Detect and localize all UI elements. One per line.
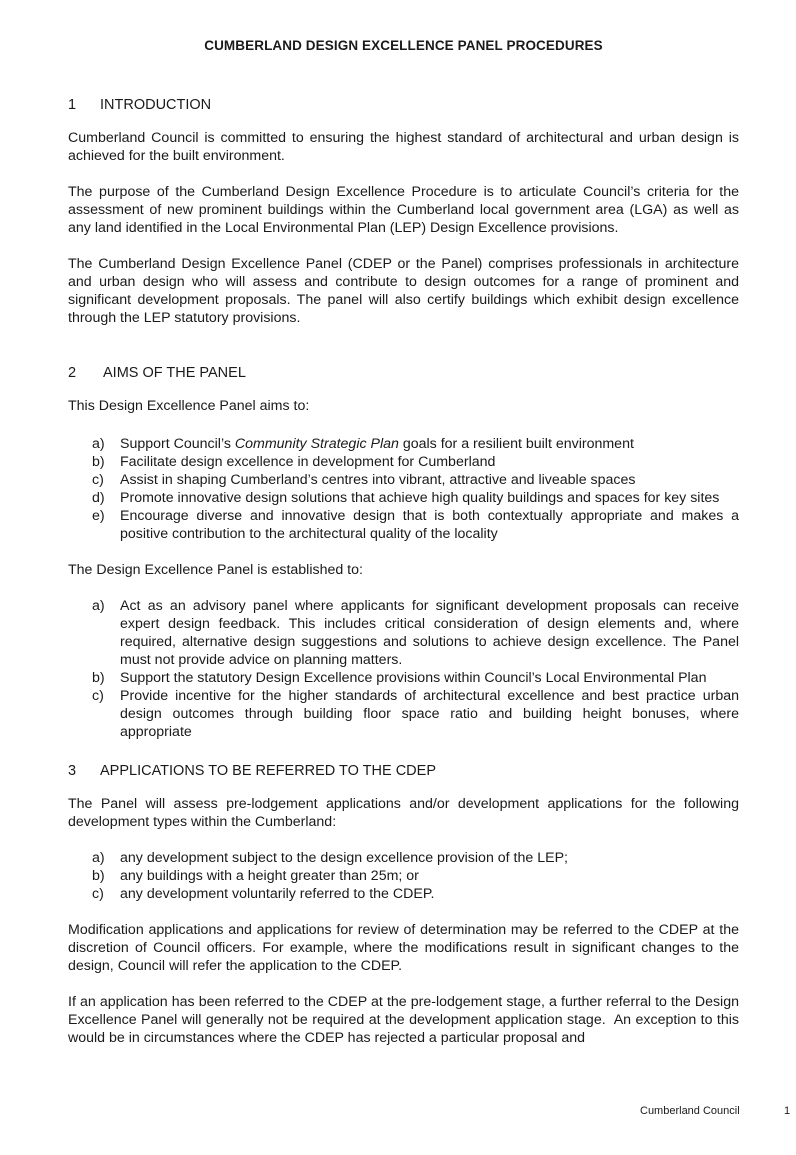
section-title: INTRODUCTION	[100, 97, 212, 113]
list-marker: a)	[92, 436, 105, 452]
list-item	[68, 669, 739, 687]
aims-list	[68, 435, 739, 543]
section-1-heading	[68, 97, 739, 113]
list-item	[68, 687, 739, 741]
list-item-text: Facilitate design excellence in development for Cumberland	[120, 454, 496, 470]
list-item-text: Promote innovative design solutions that achieve high quality buildings and spaces for key sites	[120, 490, 720, 506]
paragraph: The Design Excellence Panel is established to:	[68, 562, 363, 578]
section-title: AIMS OF THE PANEL	[103, 365, 246, 381]
section-number: 3	[68, 763, 77, 779]
list-item-text: Act as an advisory panel where applicants for significant development proposals can receive expert design feedback. This includes critical consideration of design elements and, where required, alternative design suggestions and solutions to achieve design excellence. The Panel must not provide advice on planning matters.	[120, 598, 739, 668]
list-marker: b)	[92, 454, 105, 470]
list-marker: d)	[92, 490, 105, 506]
page-number: 1	[784, 1105, 791, 1117]
section-number: 1	[68, 97, 77, 113]
list-item-text: any development subject to the design excellence provision of the LEP;	[120, 850, 568, 866]
paragraph: If an application has been referred to the CDEP at the pre-lodgement stage, a further referral to the Design Excellence Panel will generally not be required at the development application stage. An exception to this would be in circumstances where the CDEP has rejected a particular proposal and	[68, 994, 743, 1046]
section-title: APPLICATIONS TO BE REFERRED TO THE CDEP	[100, 763, 436, 779]
list-item-text: Support Council’s Community Strategic Plan goals for a resilient built environment	[120, 436, 634, 452]
list-item-text: Support the statutory Design Excellence provisions within Council’s Local Environmental Plan	[120, 670, 707, 686]
list-item	[68, 453, 739, 471]
paragraph: Cumberland Council is committed to ensuring the highest standard of architectural and urban design is achieved for the built environment.	[68, 130, 739, 164]
paragraph: The purpose of the Cumberland Design Excellence Procedure is to articulate Council’s criteria for the assessment of new prominent buildings within the Cumberland local government area (LGA) as well as any land identified in the Local Environmental Plan (LEP) Design Excellence provisions.	[68, 184, 739, 236]
document-page	[68, 38, 743, 1047]
paragraph: The Cumberland Design Excellence Panel (CDEP or the Panel) comprises professionals in architecture and urban design who will assess and contribute to design outcomes for a range of prominent and significant development proposals. The panel will also certify buildings which exhibit design excellence through the LEP statutory provisions.	[68, 256, 739, 326]
list-marker: b)	[92, 670, 105, 686]
list-item-text: Assist in shaping Cumberland’s centres into vibrant, attractive and liveable spaces	[120, 472, 636, 488]
list-item	[68, 489, 739, 507]
list-item-text: Encourage diverse and innovative design that is both contextually appropriate and makes a positive contribution to the architectural quality of the locality	[120, 508, 739, 542]
paragraph: The Panel will assess pre-lodgement applications and/or development applications for the following development types within the Cumberland:	[68, 796, 739, 830]
list-item-text: Provide incentive for the higher standards of architectural excellence and best practice urban design outcomes through building floor space ratio and building height bonuses, where appropriate	[120, 688, 739, 740]
list-item	[68, 597, 739, 669]
section-3-heading	[68, 763, 739, 779]
list-item-text: any buildings with a height greater than 25m; or	[120, 868, 419, 884]
list-item	[68, 435, 739, 453]
list-item	[68, 507, 739, 543]
list-item	[68, 471, 739, 489]
list-marker: e)	[92, 508, 105, 524]
paragraph: This Design Excellence Panel aims to:	[68, 398, 310, 414]
list-marker: c)	[92, 688, 104, 704]
list-marker: a)	[92, 850, 105, 866]
plan-title: Community Strategic Plan	[234, 436, 399, 452]
list-item	[68, 867, 739, 885]
list-marker: a)	[92, 598, 105, 614]
section-2-heading	[68, 365, 739, 381]
development-types-list	[68, 849, 739, 903]
list-marker: b)	[92, 868, 105, 884]
document-title: CUMBERLAND DESIGN EXCELLENCE PANEL PROCEDURES	[204, 38, 603, 53]
list-marker: c)	[92, 886, 104, 902]
list-marker: c)	[92, 472, 104, 488]
list-item-text: any development voluntarily referred to the CDEP.	[120, 886, 435, 902]
section-number: 2	[68, 365, 77, 381]
purposes-list	[68, 597, 739, 741]
list-item	[68, 849, 739, 867]
footer-organisation: Cumberland Council	[640, 1105, 740, 1117]
list-item	[68, 885, 739, 903]
paragraph: Modification applications and applications for review of determination may be referred to the CDEP at the discretion of Council officers. For example, where the modifications result in significant changes to the design, Council will refer the application to the CDEP.	[68, 922, 739, 974]
